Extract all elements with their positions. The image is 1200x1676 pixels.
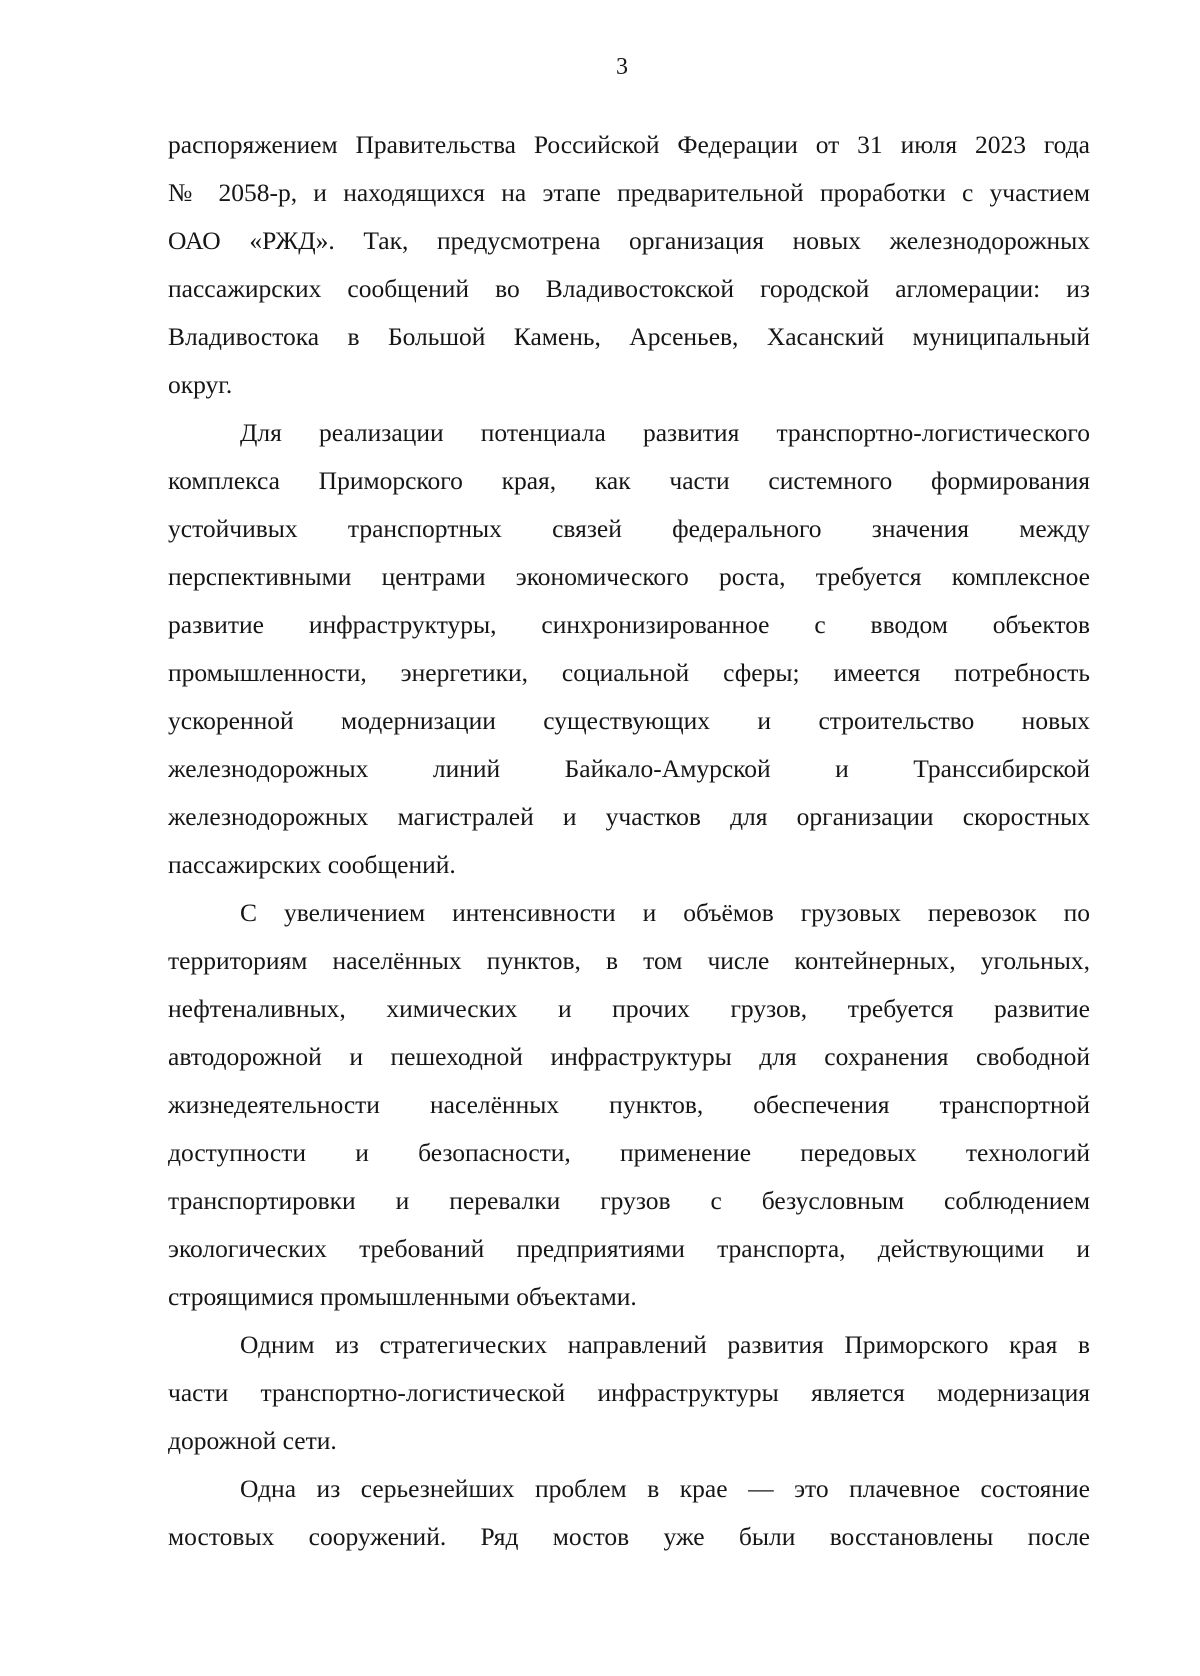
text-line: территориям населённых пунктов, в том числе контейнерных, угольных, [168,946,1090,975]
paragraph-4 [168,1321,1090,1465]
text-line: строящимися промышленными объектами. [168,1282,637,1311]
text-line: промышленности, энергетики, социальной сферы; имеется потребность [168,658,1090,687]
text-line: округ. [168,370,233,399]
paragraph-3 [168,889,1090,1321]
paragraph-5 [168,1465,1090,1561]
text-line: ОАО «РЖД». Так, предусмотрена организация новых железнодорожных [168,226,1090,255]
page-number: 3 [616,54,628,80]
text-line: пассажирских сообщений. [168,850,456,879]
text-line: мостовых сооружений. Ряд мостов уже были восстановлены после [168,1522,1090,1551]
paragraph-1 [168,121,1090,409]
text-line: Одна из серьезнейших проблем в крае — это плачевное состояние [240,1474,1090,1503]
text-line: доступности и безопасности, применение передовых технологий [168,1138,1090,1167]
text-line: автодорожной и пешеходной инфраструктуры для сохранения свободной [168,1042,1090,1071]
text-line: железнодорожных линий Байкало-Амурской и Транссибирской [168,754,1090,783]
text-line: транспортировки и перевалки грузов с безусловным соблюдением [168,1186,1090,1215]
text-line: Владивостока в Большой Камень, Арсеньев, Хасанский муниципальный [168,322,1090,351]
document-body [168,121,1090,1561]
text-line: части транспортно-логистической инфраструктуры является модернизация [168,1378,1090,1407]
text-line: устойчивых транспортных связей федерального значения между [168,514,1090,543]
text-line: ускоренной модернизации существующих и строительство новых [168,706,1090,735]
text-line: распоряжением Правительства Российской Федерации от 31 июля 2023 года [168,130,1090,159]
text-line: железнодорожных магистралей и участков для организации скоростных [168,802,1090,831]
text-line: экологических требований предприятиями транспорта, действующими и [168,1234,1090,1263]
text-line: развитие инфраструктуры, синхронизированное с вводом объектов [168,610,1090,639]
text-line: дорожной сети. [168,1426,337,1455]
text-line: № 2058-р, и находящихся на этапе предварительной проработки с участием [168,178,1090,207]
text-line: С увеличением интенсивности и объёмов грузовых перевозок по [240,898,1090,927]
text-line: жизнедеятельности населённых пунктов, обеспечения транспортной [168,1090,1090,1119]
text-line: Одним из стратегических направлений развития Приморского края в [240,1330,1090,1359]
text-line: комплекса Приморского края, как части системного формирования [168,466,1090,495]
text-line: перспективными центрами экономического роста, требуется комплексное [168,562,1090,591]
text-line: Для реализации потенциала развития транспортно-логистического [240,418,1090,447]
text-line: нефтеналивных, химических и прочих грузов, требуется развитие [168,994,1090,1023]
paragraph-2 [168,409,1090,889]
text-line: пассажирских сообщений во Владивостокской городской агломерации: из [168,274,1090,303]
